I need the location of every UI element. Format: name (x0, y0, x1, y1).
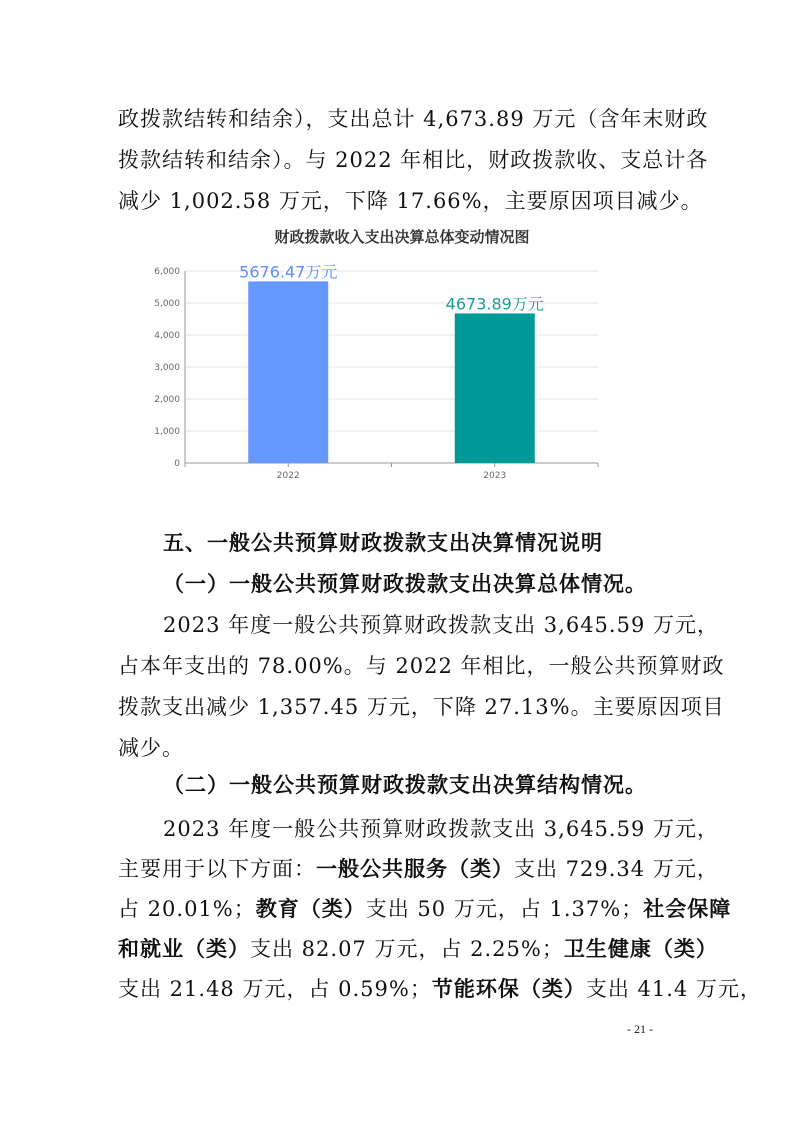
y-tick-label: 3,000 (154, 363, 180, 373)
x-tick-label: 2023 (483, 471, 507, 481)
section-5-title: 五、一般公共预算财政拨款支出决算情况说明 (163, 531, 603, 555)
text-run: 支出 82.07 万元，占 2.25%； (250, 937, 564, 961)
y-tick-label: 5,000 (154, 299, 180, 309)
category-employment: 和就业（类） (118, 937, 250, 961)
category-health: 卫生健康（类） (563, 937, 718, 961)
text-run: 主要用于以下方面： (118, 857, 316, 881)
y-tick-label: 0 (174, 459, 180, 469)
paragraph-line (118, 976, 762, 1002)
y-tick-label: 6,000 (154, 267, 180, 277)
text-run: 支出 41.4 万元， (585, 977, 762, 1001)
x-axis (185, 463, 598, 481)
paragraph-line (118, 856, 719, 882)
paragraph-line: 2023 年度一般公共预算财政拨款支出 3,645.59 万元， (163, 817, 719, 841)
category-energy-environment: 节能环保（类） (431, 977, 586, 1001)
paragraph-line: 减少。 (118, 736, 184, 760)
paragraph-line: 政拨款结转和结余），支出总计 4,673.89 万元（含年末财政 (118, 107, 709, 131)
bar-value-label: 4673.89万元 (445, 294, 544, 314)
bar-2023 (455, 313, 535, 463)
page-number: - 21 - (627, 1022, 653, 1036)
y-tick-label: 1,000 (154, 427, 180, 437)
expenditure-bar-chart (140, 222, 620, 487)
category-social-security: 社会保障 (643, 897, 732, 921)
paragraph-line: 拨款支出减少 1,357.45 万元，下降 27.13%。主要原因项目 (118, 695, 725, 719)
y-tick-label: 2,000 (154, 395, 180, 405)
bar-value-label: 5676.47万元 (239, 262, 338, 282)
text-run: 支出 21.48 万元，占 0.59%； (118, 977, 432, 1001)
x-tick-label: 2022 (276, 471, 300, 481)
subsection-2-title: （二）一般公共预算财政拨款支出决算结构情况。 (163, 773, 647, 797)
paragraph-line (118, 896, 731, 922)
subsection-1-title: （一）一般公共预算财政拨款支出决算总体情况。 (163, 572, 647, 596)
y-tick-label: 4,000 (154, 331, 180, 341)
text-run: 占 20.01%； (118, 897, 256, 921)
y-axis (154, 267, 185, 469)
category-general-public-services: 一般公共服务（类） (316, 857, 514, 881)
paragraph-line: 拨款结转和结余）。与 2022 年相比，财政拨款收、支总计各 (118, 148, 709, 172)
chart-title: 财政拨款收入支出决算总体变动情况图 (274, 228, 530, 246)
paragraph-line: 减少 1,002.58 万元，下降 17.66%，主要原因项目减少。 (118, 189, 703, 213)
category-education: 教育（类） (255, 897, 366, 921)
paragraph-line: 2023 年度一般公共预算财政拨款支出 3,645.59 万元， (163, 613, 719, 637)
paragraph-line: 占本年支出的 78.00%。与 2022 年相比，一般公共预算财政 (118, 654, 725, 678)
bar-2022 (248, 281, 328, 463)
paragraph-line (118, 936, 718, 962)
text-run: 支出 50 万元，占 1.37%； (365, 897, 644, 921)
text-run: 支出 729.34 万元， (514, 857, 719, 881)
